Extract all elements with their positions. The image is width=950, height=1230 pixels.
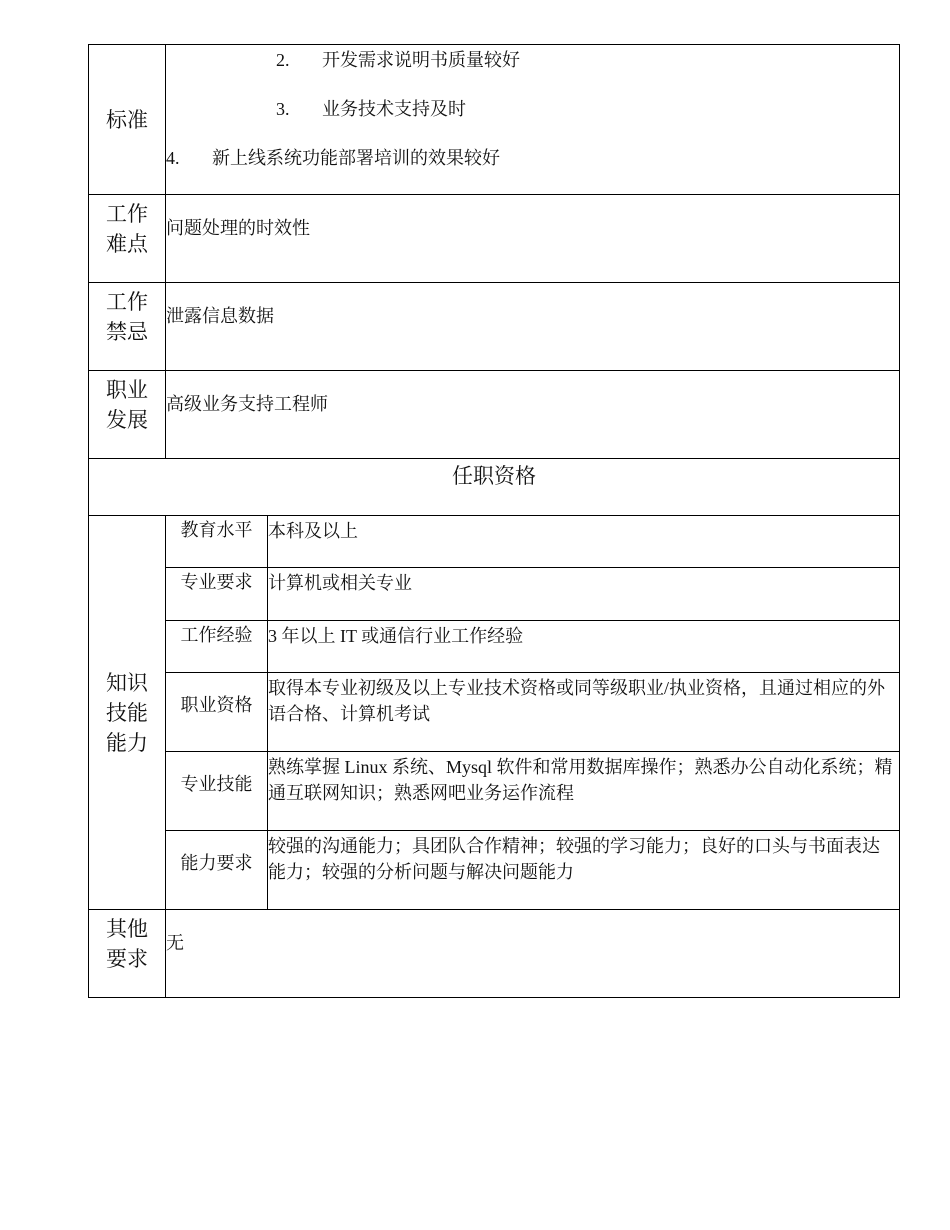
taboo-row [89,283,900,371]
experience-value: 3 年以上 IT 或通信行业工作经验 [268,621,900,673]
job-description-table [88,44,900,998]
certification-label: 职业资格 [166,673,268,752]
ability-label: 能力要求 [166,831,268,910]
standards-row [89,45,900,195]
knowledge-skills-label: 知识 技能 能力 [89,516,166,910]
standards-content [166,45,900,195]
qualifications-heading-row [89,459,900,516]
education-value: 本科及以上 [268,516,900,568]
skills-label: 专业技能 [166,752,268,831]
taboo-value: 泄露信息数据 [166,283,900,371]
qualification-row [89,831,900,910]
other-row [89,910,900,998]
qualification-row [89,673,900,752]
major-label: 专业要求 [166,568,268,621]
qualification-row [89,516,900,568]
difficulty-label: 工作 难点 [89,195,166,283]
difficulty-row [89,195,900,283]
skills-value: 熟练掌握 Linux 系统、Mysql 软件和常用数据库操作；熟悉办公自动化系统；精通互联网知识；熟悉网吧业务运作流程 [268,752,900,831]
career-row [89,371,900,459]
standard-item: 3. 业务技术支持及时 [276,99,466,119]
other-label: 其他 要求 [89,910,166,998]
ability-value: 较强的沟通能力；具团队合作精神；较强的学习能力；良好的口头与书面表达能力；较强的分析问题与解决问题能力 [268,831,900,910]
taboo-label: 工作 禁忌 [89,283,166,371]
major-value: 计算机或相关专业 [268,568,900,621]
qualification-row [89,752,900,831]
certification-value: 取得本专业初级及以上专业技术资格或同等级职业/执业资格，且通过相应的外语合格、计算机考试 [268,673,900,752]
qualification-row [89,621,900,673]
education-label: 教育水平 [166,516,268,568]
career-value: 高级业务支持工程师 [166,371,900,459]
standard-item: 4. 新上线系统功能部署培训的效果较好 [166,148,500,168]
standards-label: 标准 [89,45,166,195]
qualification-row [89,568,900,621]
difficulty-value: 问题处理的时效性 [166,195,900,283]
standard-item: 2. 开发需求说明书质量较好 [276,50,520,70]
career-label: 职业 发展 [89,371,166,459]
experience-label: 工作经验 [166,621,268,673]
qualifications-heading: 任职资格 [89,459,900,516]
other-value: 无 [166,910,900,998]
